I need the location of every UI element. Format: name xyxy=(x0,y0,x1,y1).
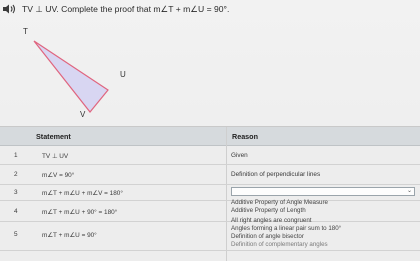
row-reason: Given xyxy=(231,152,248,159)
dropdown-option[interactable]: Definition of complementary angles xyxy=(231,241,328,248)
row-number: 4 xyxy=(14,208,18,215)
proof-row-4 xyxy=(0,201,420,222)
dropdown-option[interactable]: Additive Property of Angle Measure xyxy=(231,199,328,206)
dropdown-option[interactable]: Definition of angle bisector xyxy=(231,233,304,240)
row-statement: m∠T + m∠U + 90° = 180° xyxy=(42,209,118,216)
proof-row-5 xyxy=(0,222,420,251)
reason-dropdown[interactable] xyxy=(231,187,415,196)
row-statement: m∠V = 90° xyxy=(42,172,75,179)
proof-table-header xyxy=(0,127,420,146)
reason-header: Reason xyxy=(232,132,258,141)
chevron-down-icon: ⌄ xyxy=(406,188,412,194)
row-number: 5 xyxy=(14,231,18,238)
row-number: 1 xyxy=(14,152,18,159)
row-number: 3 xyxy=(14,189,18,196)
statement-header: Statement xyxy=(36,132,71,141)
row-reason: Definition of perpendicular lines xyxy=(231,171,321,178)
vertex-label-v: V xyxy=(80,110,86,119)
vertex-label-t: T xyxy=(23,27,28,36)
dropdown-option[interactable]: Additive Property of Length xyxy=(231,207,306,214)
dropdown-option[interactable]: All right angles are congruent xyxy=(231,217,312,224)
proof-row-1 xyxy=(0,146,420,165)
dropdown-option[interactable]: Angles forming a linear pair sum to 180° xyxy=(231,225,342,232)
question-prompt xyxy=(2,2,414,16)
prompt-text: TV ⊥ UV. Complete the proof that m∠T + m∠U = 90°. xyxy=(22,3,230,14)
proof-row-2 xyxy=(0,165,420,185)
vertex-label-u: U xyxy=(120,70,126,79)
row-statement: m∠T + m∠U + m∠V = 180° xyxy=(42,190,123,197)
row-statement: m∠T + m∠U = 90° xyxy=(42,232,97,239)
row-number: 2 xyxy=(14,171,18,178)
row-statement: TV ⊥ UV xyxy=(42,153,69,160)
proof-table xyxy=(0,126,420,261)
speaker-icon[interactable] xyxy=(2,3,18,15)
triangle-figure xyxy=(0,18,160,123)
